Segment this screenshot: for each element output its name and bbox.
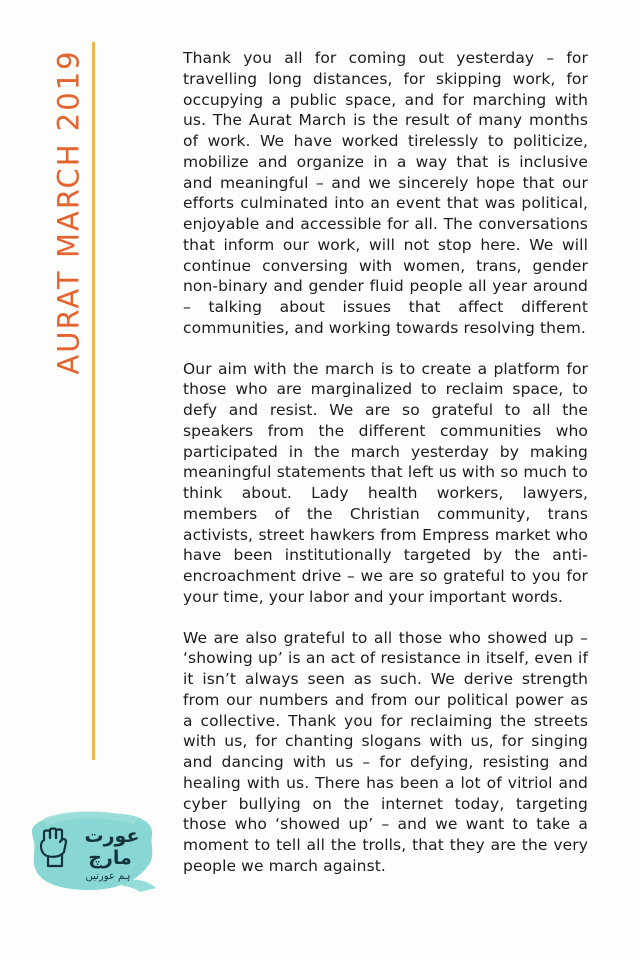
logo-urdu-line-2: مارچ — [88, 847, 132, 869]
aurat-march-title-text: AURAT MARCH 2019 — [52, 49, 87, 375]
aurat-march-logo — [30, 808, 158, 894]
logo-urdu-line-1: عورت — [84, 825, 140, 847]
letter-body — [183, 48, 588, 897]
vertical-divider — [92, 42, 95, 760]
logo-urdu-tagline: ہم عورتیں — [85, 871, 131, 882]
paragraph-thanks: Thank you all for coming out yesterday – for travelling long distances, for skipping work, for occupying a public space, and for marching with us. The Aurat March is the result of many months of work. We have worked tirelessly to politicize, mobilize and organize in a way that is inclusive and meaningful – and we sincerely hope that our efforts culminated into an event that was political, enjoyable and accessible for all. The conversations that inform our work, will not stop here. We will continue conversing with women, trans, gender non-binary and gender fluid people all year around – talking about issues that affect different communities, and working towards resolving them. — [183, 49, 588, 337]
paragraph-showing-up: We are also grateful to all those who showed up – ‘showing up’ is an act of resistance in itself, even if it isn’t always seen as such. We derive strength from our numbers and from our political power as a collective. Thank you for reclaiming the streets with us, for chanting slogans with us, for singing and dancing with us – for defying, resisting and healing with us. There has been a lot of vitriol and cyber bullying on the internet today, targeting those who ‘showed up’ – and we want to take a moment to tell all the trolls, that they are the very people we march against. — [183, 628, 588, 875]
paragraph-aim: Our aim with the march is to create a platform for those who are marginalized to reclaim space, to defy and resist. We are so grateful to all the speakers from the different communities who participated in the march yesterday by making meaningful statements that left us with so much to think about. Lady health workers, lawyers, members of the Christian community, trans activists, street hawkers from Empress market who have been institutionally targeted by the anti-encroachment drive – we are so grateful to you for your time, your labor and your important words. — [183, 359, 588, 606]
aurat-march-title — [50, 42, 88, 382]
